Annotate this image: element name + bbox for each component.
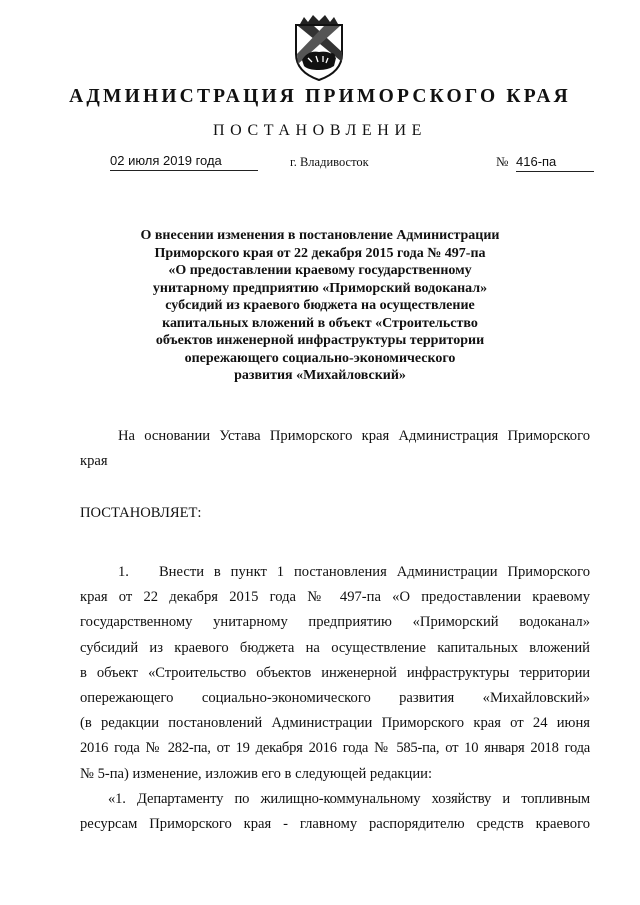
clause-first-text: Внести в пункт 1 постановления Администрации Приморского [158,564,590,580]
document-date: 02 июля 2019 года [110,153,258,171]
document-type: ПОСТАНОВЛЕНИЕ [213,122,427,139]
title-line: О внесении изменения в постановление Администрации [140,228,500,243]
title-line: опережающего социально-экономического [184,350,456,366]
clause-line: в объект «Строительство объектов инженерной инфраструктуры территории [80,664,590,681]
quoted-line: «1. Департаменту по жилищно-коммунальному хозяйству и топливным [108,790,590,807]
number-label: № [496,154,509,169]
clause-line: 2016 года № 282-па, от 19 декабря 2016 года № 585-па, от 10 января 2018 года [80,740,590,757]
title-line: субсидий из краевого бюджета на осуществление [165,298,475,313]
basis-line: края [80,453,108,469]
organization-name: АДМИНИСТРАЦИЯ ПРИМОРСКОГО КРАЯ [69,86,571,107]
clause-line: № 5-па) изменение, изложив его в следующей редакции: [80,765,432,782]
title-line: объектов инженерной инфраструктуры территории [155,333,485,348]
clause-line: края от 22 декабря 2015 года № 497-па «О предоставлении краевому [80,589,590,606]
clause-number: 1. [118,564,129,580]
title-line: унитарному предприятию «Приморский водоканал» [152,280,488,296]
clause-line: субсидий из краевого бюджета на осуществление капитальных вложений [80,639,590,656]
document-title [105,227,535,385]
title-line: капитальных вложений в объект «Строительство [162,315,478,331]
coat-of-arms-icon [288,14,350,82]
clause-line: государственному унитарному предприятию «Приморский водоканал» [80,614,590,631]
document-number-field [496,153,600,172]
clause-first-line [80,560,590,585]
document-city: г. Владивосток [290,155,369,169]
title-line: развития «Михайловский» [234,368,406,383]
basis-line: На основании Устава Приморского края Администрация Приморского [118,428,590,444]
basis-paragraph [80,424,590,474]
quoted-line: ресурсам Приморского края - главному распорядителю средств краевого [80,815,590,832]
clause-line: (в редакции постановлений Администрации Приморского края от 24 июня [80,715,590,732]
title-line: «О предоставлении краевому государственному [168,263,472,278]
title-line: Приморского края от 22 декабря 2015 года № 497-па [154,245,486,261]
resolves-heading: ПОСТАНОВЛЯЕТ: [80,505,202,521]
clause-line: опережающего социально-экономического развития «Михайловский» [80,689,590,706]
clause-1 [80,560,590,837]
document-number: 416-па [516,154,594,172]
